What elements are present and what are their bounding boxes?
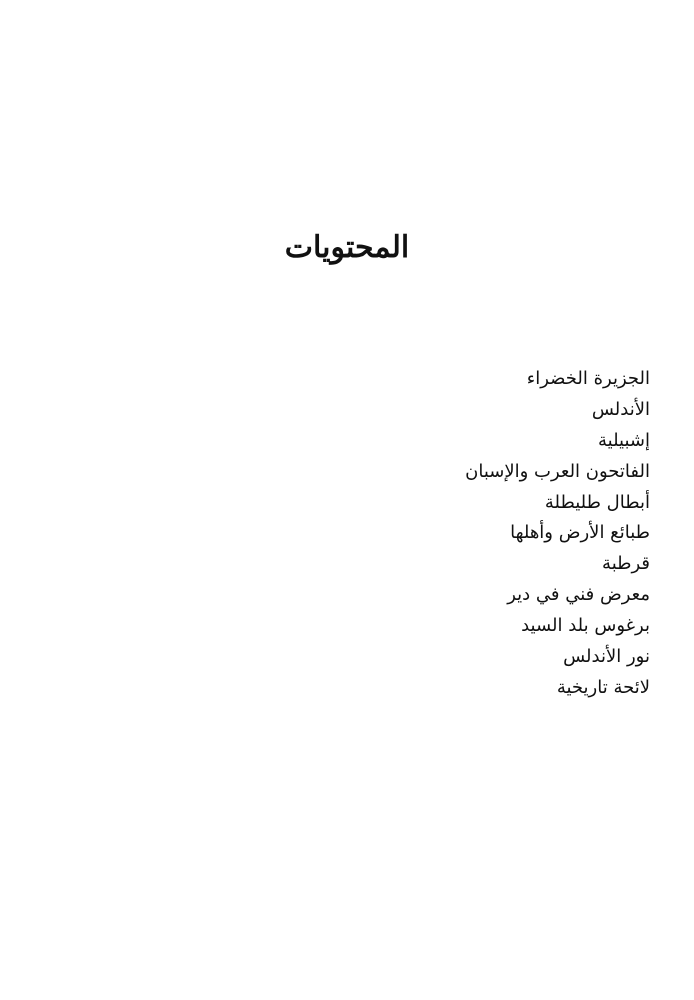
- toc-item-6: طبائع الأرض وأهلها: [510, 522, 650, 544]
- table-of-contents: [465, 364, 650, 704]
- toc-item-1: الجزيرة الخضراء: [526, 368, 650, 389]
- toc-item-3: إشبيلية: [598, 429, 650, 451]
- toc-item-2: الأندلس: [591, 398, 650, 420]
- toc-item-5: أبطال طليطلة: [544, 491, 650, 513]
- page-title: المحتويات: [284, 230, 410, 265]
- toc-item-7: قرطبة: [602, 553, 650, 575]
- toc-item-11: لائحة تاريخية: [556, 676, 650, 698]
- toc-item-8: معرض فني في دير: [507, 584, 650, 606]
- toc-item-9: برغوس بلد السيد: [521, 615, 650, 637]
- toc-item-10: نور الأندلس: [563, 646, 650, 668]
- toc-item-4: الفاتحون العرب والإسبان: [465, 460, 650, 482]
